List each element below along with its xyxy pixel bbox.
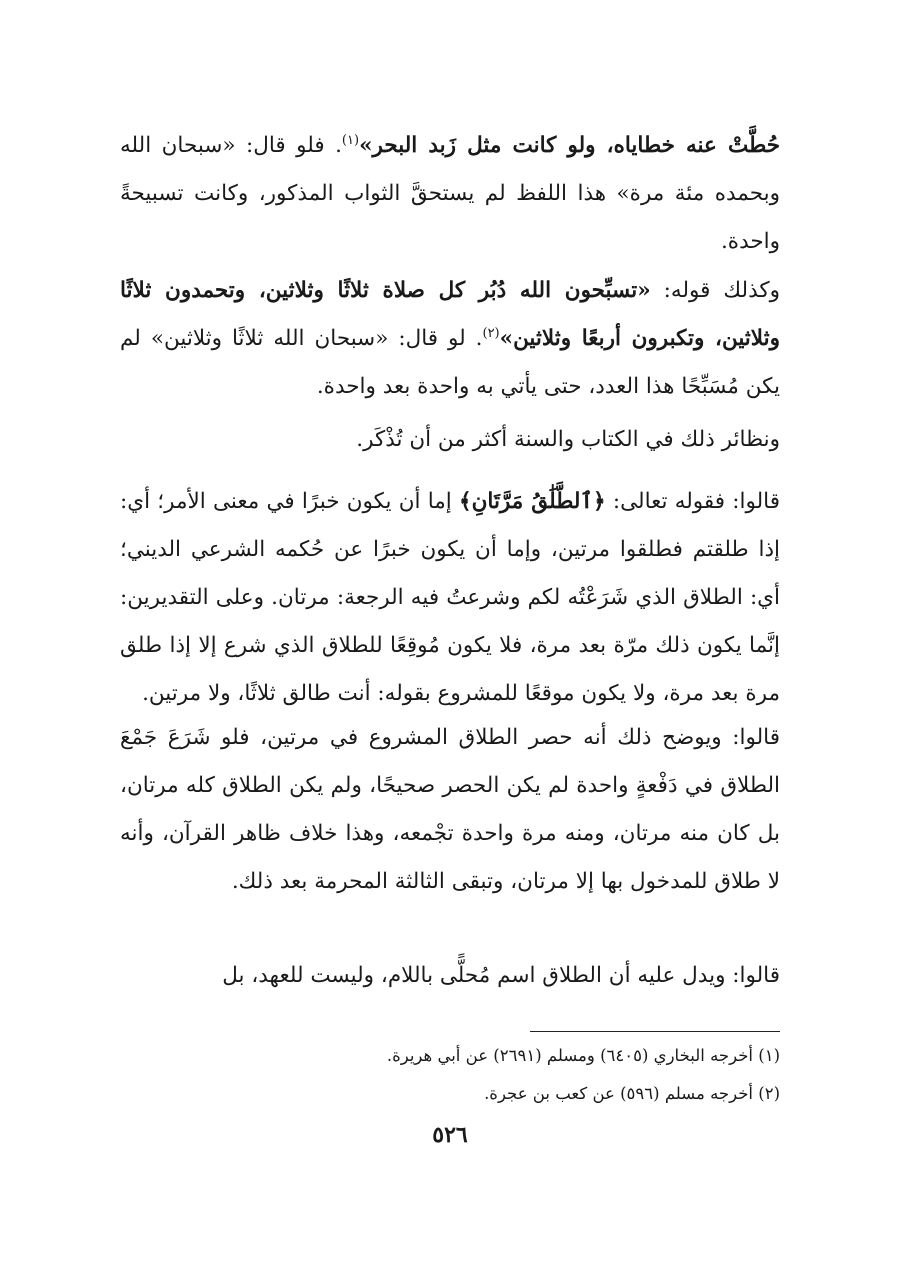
paragraph-3: ونظائر ذلك في الكتاب والسنة أكثر من أن تُذْكَر. (356, 427, 780, 452)
hadith-quote-2: «تسبِّحون الله دُبُر كل صلاة ثلاثًا وثلاثين، وتحمدون ثلاثًا وثلاثين، وتكبرون أربعًا وثلاثين» (120, 278, 780, 351)
paragraph-4-lead: قالوا: فقوله تعالى: (605, 489, 780, 514)
footnote-divider (530, 1031, 780, 1032)
paragraph-1-text: . فلو قال: «سبحان الله وبحمده مئة مرة» هذا اللفظ لم يستحقَّ الثواب المذكور، وكانت تسبيحةً واحدة. (120, 133, 780, 254)
paragraph-6: قالوا: ويدل عليه أن الطلاق اسم مُحلًّى باللام، وليست للعهد، بل (222, 963, 780, 988)
paragraph-4 (120, 478, 780, 718)
paragraph-4-text: إما أن يكون خبرًا في معنى الأمر؛ أي: إذا طلقتم فطلقوا مرتين، وإما أن يكون خبرًا عن حُكمه الشرعي الديني؛ أي: الطلاق الذي شَرَعْتُه لكم وشرعتُ فيه الرجعة: مرتان. وعلى التقديرين: إنَّما يكون ذلك مرّة بعد مرة، فلا يكون مُوقِعًا للطلاق الذي شرع إلا إذا طلق مرة بعد مرة، ولا يكون موقعًا للمشروع بقوله: أنت طالق ثلاثًا، ولا مرتين. (120, 489, 780, 706)
paragraph-2 (120, 267, 780, 411)
paragraph-2-lead: وكذلك قوله: (650, 278, 780, 303)
footnote-ref-2[interactable]: (٢) (482, 325, 500, 341)
footnote-1: (١) أخرجه البخاري (٦٤٠٥) ومسلم (٢٦٩١) عن أبي هريرة. (386, 1046, 780, 1065)
paragraph-1 (120, 122, 780, 266)
paragraph-2-text: . لو قال: «سبحان الله ثلاثًا وثلاثين» لم يكن مُسَبِّحًا هذا العدد، حتى يأتي به واحدة بعد واحدة. (120, 326, 780, 399)
footnote-ref-1[interactable]: (١) (341, 132, 360, 148)
quran-verse: ﴿ٱلطَّلَٰقُ مَرَّتَانِ﴾ (459, 489, 606, 514)
hadith-quote-1: حُطَّتْ عنه خطاياه، ولو كانت مثل زَبد البحر» (359, 133, 780, 158)
paragraph-5: قالوا: ويوضح ذلك أنه حصر الطلاق المشروع في مرتين، فلو شَرَعَ جَمْعَ الطلاق في دَفْعةٍ واحدة لم يكن الحصر صحيحًا، ولم يكن الطلاق كله مرتان، بل كان منه مرتان، ومنه مرة واحدة تجْمعه، وهذا خلاف ظاهر القرآن، وأنه لا طلاق للمدخول بها إلا مرتان، وتبقى الثالثة المحرمة بعد ذلك. (120, 725, 780, 894)
page-number: ٥٢٦ (432, 1122, 468, 1148)
footnote-2: (٢) أخرجه مسلم (٥٩٦) عن كعب بن عجرة. (484, 1084, 780, 1103)
